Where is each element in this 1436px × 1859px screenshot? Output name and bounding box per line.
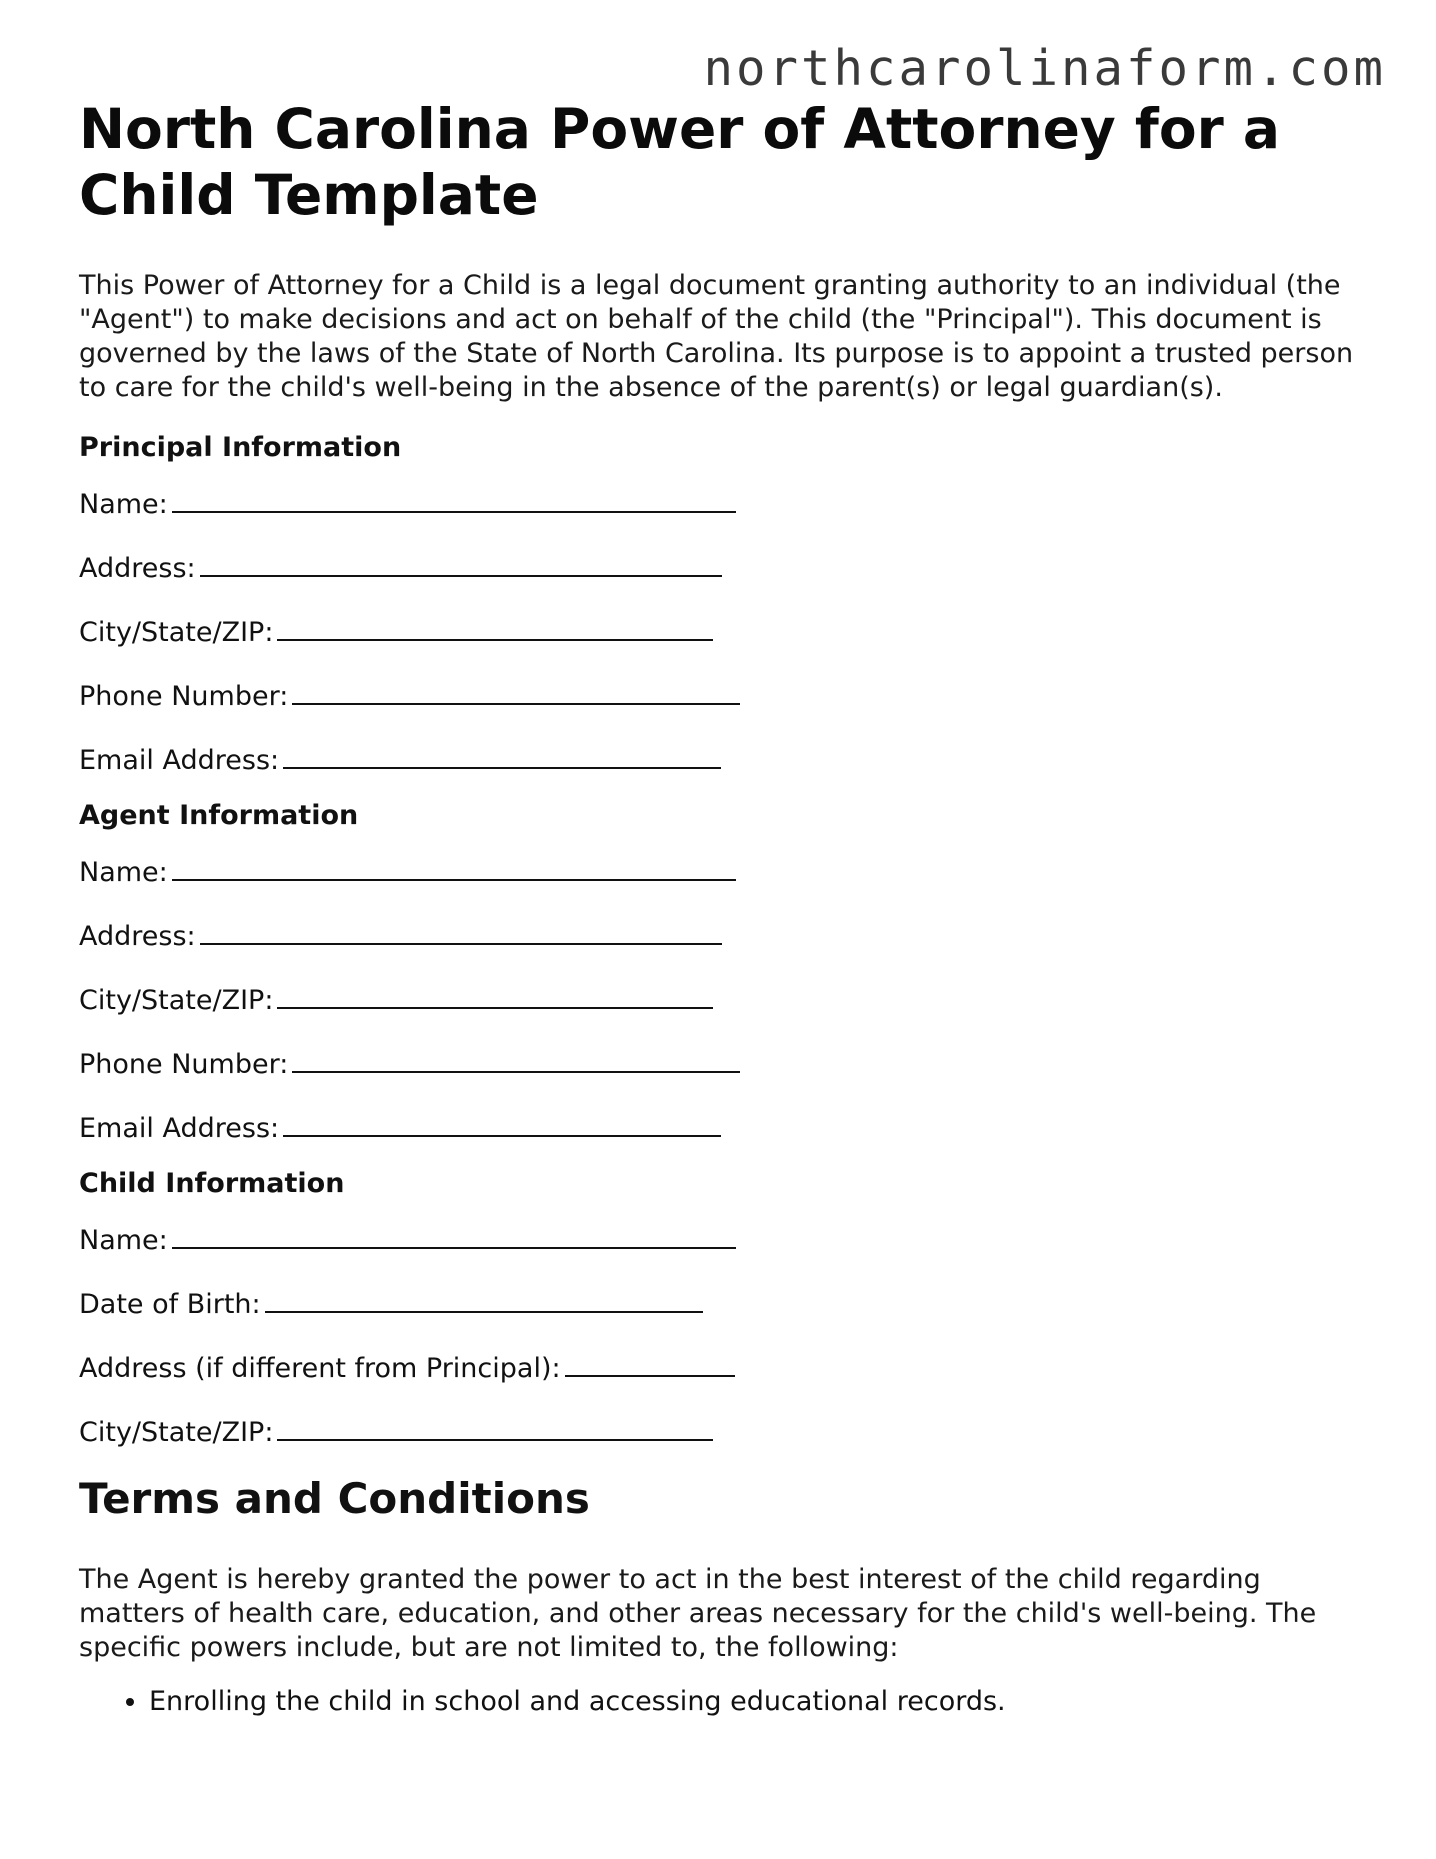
- field-label: Address:: [79, 921, 196, 952]
- field-label: Email Address:: [79, 1113, 280, 1144]
- agent-address-blank[interactable]: [200, 917, 722, 945]
- field-label: Email Address:: [79, 745, 280, 776]
- agent-address-field: [79, 917, 1369, 954]
- child-address-field: [79, 1349, 1369, 1386]
- agent-city-blank[interactable]: [277, 981, 713, 1009]
- child-city-field: [79, 1413, 1369, 1450]
- child-city-blank[interactable]: [277, 1413, 713, 1441]
- principal-address-field: [79, 549, 1369, 586]
- child-heading: Child Information: [79, 1168, 345, 1199]
- principal-phone-blank[interactable]: [292, 677, 740, 705]
- principal-email-field: [79, 741, 1369, 778]
- field-label: City/State/ZIP:: [79, 1417, 274, 1448]
- principal-address-blank[interactable]: [200, 549, 722, 577]
- field-label: Name:: [79, 857, 168, 888]
- principal-phone-field: [79, 677, 1369, 714]
- principal-city-blank[interactable]: [277, 613, 713, 641]
- list-item: • Enrolling the child in school and accessing educational records.: [149, 1685, 1369, 1719]
- field-label: City/State/ZIP:: [79, 617, 274, 648]
- child-name-field: [79, 1221, 1369, 1258]
- site-watermark: northcarolinaform.com: [703, 40, 1386, 97]
- principal-name-blank[interactable]: [172, 485, 736, 513]
- agent-name-blank[interactable]: [172, 853, 736, 881]
- document-body: [79, 96, 1369, 1719]
- agent-email-field: [79, 1109, 1369, 1146]
- principal-city-field: [79, 613, 1369, 650]
- field-label: Address:: [79, 553, 196, 584]
- page-title: North Carolina Power of Attorney for a Child Template: [79, 97, 1281, 227]
- principal-email-blank[interactable]: [283, 741, 721, 769]
- principal-name-field: [79, 485, 1369, 522]
- powers-list: [79, 1685, 1369, 1719]
- field-label: Name:: [79, 489, 168, 520]
- child-address-blank[interactable]: [565, 1349, 735, 1377]
- field-label: City/State/ZIP:: [79, 985, 274, 1016]
- field-label: Phone Number:: [79, 1049, 289, 1080]
- agent-email-blank[interactable]: [283, 1109, 721, 1137]
- agent-phone-blank[interactable]: [292, 1045, 740, 1073]
- agent-city-field: [79, 981, 1369, 1018]
- field-label: Address (if different from Principal):: [79, 1353, 561, 1384]
- terms-heading: Terms and Conditions: [79, 1474, 590, 1523]
- child-name-blank[interactable]: [172, 1221, 736, 1249]
- principal-heading: Principal Information: [79, 432, 402, 463]
- child-dob-field: [79, 1285, 1369, 1322]
- child-dob-blank[interactable]: [265, 1285, 703, 1313]
- field-label: Date of Birth:: [79, 1289, 261, 1320]
- field-label: Name:: [79, 1225, 168, 1256]
- agent-heading: Agent Information: [79, 800, 359, 831]
- terms-paragraph: The Agent is hereby granted the power to act in the best interest of the child regarding matters of health care, education, and other areas necessary for the child's well-being. The specific powers include, but are not limited to, the following:: [79, 1564, 1317, 1663]
- field-label: Phone Number:: [79, 681, 289, 712]
- intro-paragraph: This Power of Attorney for a Child is a legal document granting authority to an individual (the "Agent") to make decisions and act on behalf of the child (the "Principal"). This document is governed by the laws of the State of North Carolina. Its purpose is to appoint a trusted person to care for the child's well-being in the absence of the parent(s) or legal guardian(s).: [79, 270, 1354, 403]
- agent-name-field: [79, 853, 1369, 890]
- agent-phone-field: [79, 1045, 1369, 1082]
